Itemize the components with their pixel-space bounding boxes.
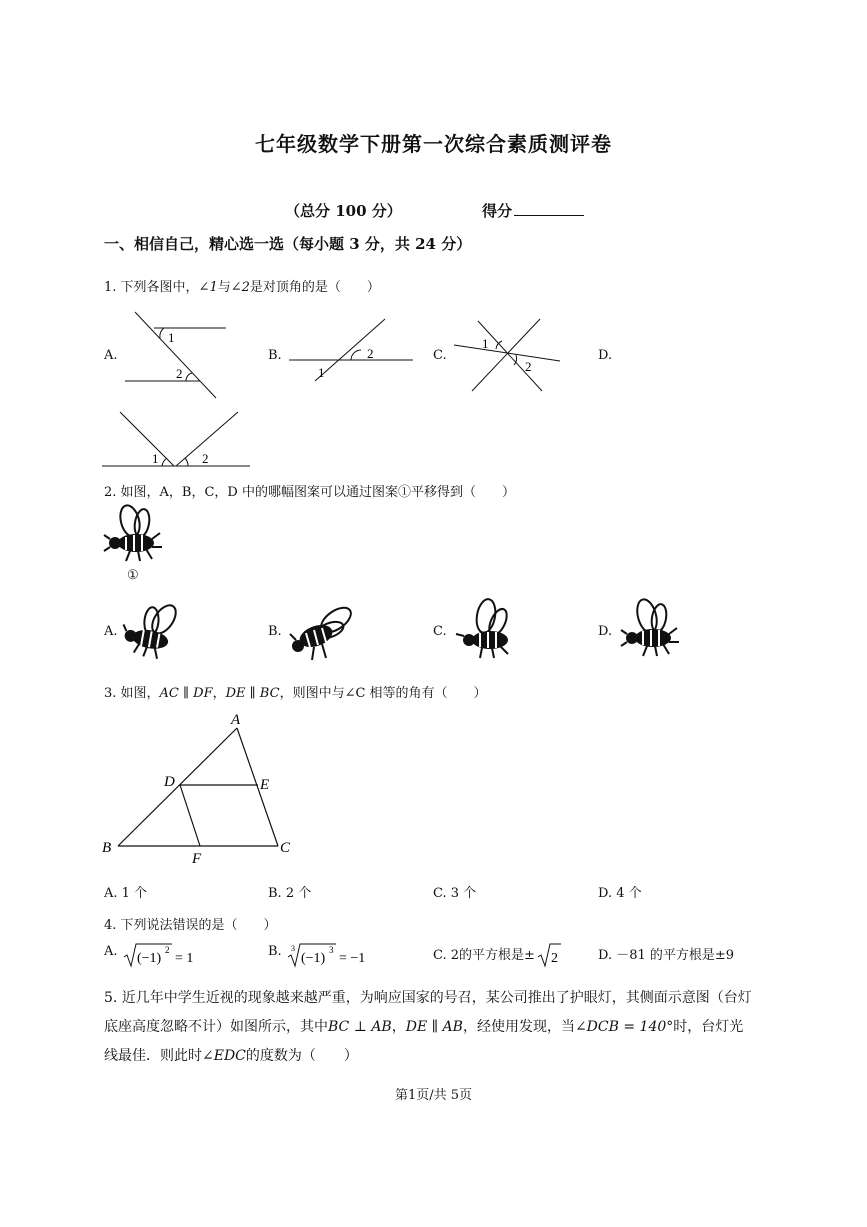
q3-option-c[interactable]: C. 3 个 — [433, 886, 477, 901]
q3-text-after: ，则图中与∠C 相等的角有（ ） — [279, 686, 487, 701]
bee-option-a-icon — [122, 600, 188, 660]
q4a-sqrt-expression — [122, 940, 202, 970]
q1-option-c[interactable]: C. — [433, 348, 447, 363]
bee-option-c-icon — [452, 596, 518, 662]
q4a-result: = 1 — [175, 951, 194, 966]
q5-l3b: ∠EDC — [202, 1048, 246, 1064]
q1d-label-2: 2 — [202, 451, 209, 466]
q4a-exp: 2 — [165, 945, 170, 955]
page-title: 七年级数学下册第一次综合素质测评卷 — [255, 132, 612, 156]
point-a: A — [231, 712, 241, 728]
q5-l2g: 时，台灯光 — [673, 1019, 744, 1035]
page-footer: 第1页/共 5页 — [394, 1088, 473, 1103]
q1-angle1: ∠1 — [198, 280, 218, 295]
figure-1-label: ① — [127, 568, 139, 583]
q2-option-b[interactable]: B. — [268, 624, 282, 639]
q3-text: 3. 如图， — [104, 686, 160, 701]
q4b-cbrt-expression — [286, 940, 372, 970]
q5-l3a: 线最佳．则此时 — [104, 1048, 202, 1064]
q5-l2a: 底座高度忽略不计）如图所示，其中 — [104, 1019, 328, 1035]
q4-option-c[interactable] — [433, 944, 535, 963]
q1d-label-1: 1 — [152, 451, 159, 466]
score-label: 得分 — [482, 202, 513, 220]
q4c-radicand: 2 — [551, 951, 558, 966]
q5-line3 — [104, 1042, 784, 1071]
bee-option-b-icon — [286, 600, 356, 662]
q1a-label-1: 1 — [168, 330, 175, 345]
q1-figure-a — [120, 308, 230, 403]
point-b: B — [102, 840, 112, 856]
q4a-label: A. — [104, 944, 118, 959]
q3-option-a[interactable]: A. 1 个 — [104, 886, 148, 901]
total-score: （总分 100 分） — [285, 202, 402, 220]
q5-line1: 5. 近几年中学生近视的现象越来越严重，为响应国家的号召，某公司推出了护眼灯，其侧面示意图（台灯 — [104, 990, 752, 1006]
q2-option-c[interactable]: C. — [433, 624, 447, 639]
q5-line2 — [104, 1013, 784, 1042]
point-d: D — [164, 774, 175, 790]
q1-option-d[interactable]: D. — [598, 348, 613, 363]
q1-option-a[interactable]: A. — [104, 348, 118, 363]
q4b-label: B. — [268, 944, 282, 959]
q5-l2c: ， — [391, 1019, 406, 1035]
q1-option-b[interactable]: B. — [268, 348, 282, 363]
score-blank[interactable] — [514, 201, 584, 216]
q5-l3c: 的度数为（ ） — [245, 1048, 358, 1064]
q3-option-d[interactable]: D. 4 个 — [598, 886, 642, 901]
q4b-index: 3 — [291, 944, 295, 953]
q5-l2f: ∠DCB = 140° — [574, 1019, 674, 1035]
q1-figure-c — [450, 315, 565, 395]
q1a-label-2: 2 — [176, 366, 183, 381]
q4c-text: C. 2的平方根是± — [433, 948, 535, 963]
question-4: 4. 下列说法错误的是（ ） — [104, 918, 277, 933]
q1-text: 1. 下列各图中， — [104, 280, 199, 295]
q4-option-a[interactable] — [104, 944, 118, 959]
q4a-base: (−1) — [137, 951, 162, 966]
score-field[interactable] — [482, 200, 584, 221]
q1b-label-2: 2 — [367, 346, 374, 361]
q3-rel2: DE ∥ BC — [225, 686, 280, 701]
section-heading: 一、相信自己，精心选一选（每小题 3 分，共 24 分） — [104, 235, 472, 253]
question-2: 2. 如图，A，B，C，D 中的哪幅图案可以通过图案①平移得到（ ） — [104, 485, 515, 500]
point-f: F — [192, 851, 202, 867]
q5-l2e: ，经使用发现，当 — [462, 1019, 575, 1035]
question-5 — [104, 984, 784, 1071]
q1b-label-1: 1 — [318, 365, 325, 380]
bee-original-icon — [100, 503, 168, 565]
q1-mid: 与 — [217, 280, 231, 295]
q3-rel1: AC ∥ DF — [159, 686, 213, 701]
point-e: E — [260, 777, 270, 793]
q4b-exp: 3 — [329, 945, 334, 955]
bee-option-d-icon — [617, 596, 683, 662]
question-1 — [104, 276, 380, 295]
question-3 — [104, 682, 487, 701]
q1-text-after: 是对顶角的是（ ） — [249, 280, 380, 295]
q5-l2b: BC ⊥ AB — [328, 1019, 392, 1035]
q4-option-b[interactable] — [268, 944, 282, 959]
q4-option-d[interactable]: D. －81 的平方根是±9 — [598, 948, 735, 963]
q4b-result: = −1 — [339, 951, 366, 966]
q1-angle2: ∠2 — [230, 280, 250, 295]
q5-l2d: DE ∥ AB — [405, 1019, 463, 1035]
q1-figure-d — [100, 408, 252, 470]
q3-triangle-figure — [100, 708, 300, 868]
q1-figure-b — [285, 315, 420, 385]
q4b-base: (−1) — [301, 951, 326, 966]
q3-option-b[interactable]: B. 2 个 — [268, 886, 312, 901]
q1c-label-1: 1 — [482, 336, 489, 351]
point-c: C — [280, 840, 291, 856]
q2-option-a[interactable]: A. — [104, 624, 118, 639]
q2-option-d[interactable]: D. — [598, 624, 613, 639]
q3-sep: ， — [212, 686, 226, 701]
q4c-sqrt — [536, 940, 562, 970]
q1c-label-2: 2 — [525, 359, 532, 374]
